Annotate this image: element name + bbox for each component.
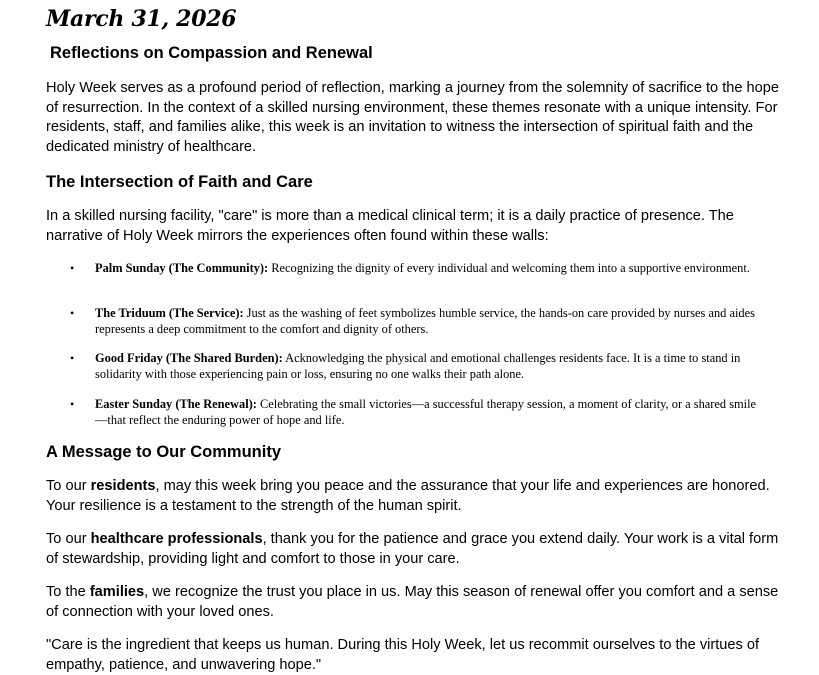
families-pre: To the: [46, 584, 90, 600]
bullet-dot-icon: •: [70, 306, 75, 320]
bullet-body: Acknowledging the physical and emotional challenges residents face. It is a time to stand in solidarity with those experiencing pain or loss, ensuring no one walks their path alone.: [95, 351, 741, 381]
bullet-body: Just as the washing of feet symbolizes humble service, the hands-on care provided by nurses and aides represents a deep commitment to the comfort and dignity of others.: [95, 306, 755, 336]
bullet-dot-icon: •: [70, 351, 75, 365]
bullet-body: Celebrating the small victories—a successful therapy session, a moment of clarity, or a shared smile—that reflect the enduring power of hope and life.: [95, 397, 757, 427]
document-title: Reflections on Compassion and Renewal: [50, 44, 373, 62]
residents-post: , may this week bring you peace and the assurance that your life and experiences are honored. Your resilience is a testament to the strength of the human spirit.: [46, 478, 770, 514]
bullet-label: Palm Sunday (The Community):: [95, 261, 269, 275]
bullet-label: Good Friday (The Shared Burden):: [95, 351, 283, 365]
bullet-label: Easter Sunday (The Renewal):: [95, 397, 257, 411]
families-paragraph: [46, 583, 786, 622]
professionals-paragraph: [46, 530, 786, 569]
professionals-emphasis: healthcare professionals: [90, 531, 263, 547]
bullet-dot-icon: •: [70, 261, 75, 275]
section-heading-community-message: A Message to Our Community: [46, 443, 282, 461]
faith-care-paragraph: In a skilled nursing facility, "care" is more than a medical clinical term; it is a daily practice of presence. The narrative of Holy Week mirrors the experiences often found within these walls:: [46, 208, 734, 244]
professionals-post: , thank you for the patience and grace you extend daily. Your work is a vital form of stewardship, providing light and comfort to those in your care.: [46, 531, 779, 567]
residents-emphasis: residents: [90, 478, 156, 494]
residents-paragraph: [46, 477, 786, 516]
bullet-body: Recognizing the dignity of every individual and welcoming them into a supportive environment.: [268, 261, 750, 275]
bullet-dot-icon: •: [70, 397, 75, 411]
bullet-text: [95, 397, 765, 428]
intro-paragraph: Holy Week serves as a profound period of reflection, marking a journey from the solemnity of sacrifice to the hope of resurrection. In the context of a skilled nursing environment, these themes resonate with a unique intensity. For residents, staff, and families alike, this week is an invitation to witness the intersection of spiritual faith and the dedicated ministry of healthcare.: [46, 80, 780, 155]
section-heading-faith-care: The Intersection of Faith and Care: [46, 173, 313, 191]
closing-quote: "Care is the ingredient that keeps us human. During this Holy Week, let us recommit ourselves to the virtues of empathy, patience, and unwavering hope.": [46, 637, 760, 673]
bullet-text: [95, 306, 765, 337]
families-emphasis: families: [89, 584, 145, 600]
document-date: March 31, 2026: [46, 6, 237, 32]
bullet-text: [95, 351, 765, 382]
professionals-pre: To our: [46, 531, 91, 547]
families-post: , we recognize the trust you place in us. May this season of renewal offer you comfort and a sense of connection with your loved ones.: [46, 584, 779, 620]
bullet-text: [95, 261, 765, 277]
bullet-label: The Triduum (The Service):: [95, 306, 244, 320]
residents-pre: To our: [46, 478, 91, 494]
